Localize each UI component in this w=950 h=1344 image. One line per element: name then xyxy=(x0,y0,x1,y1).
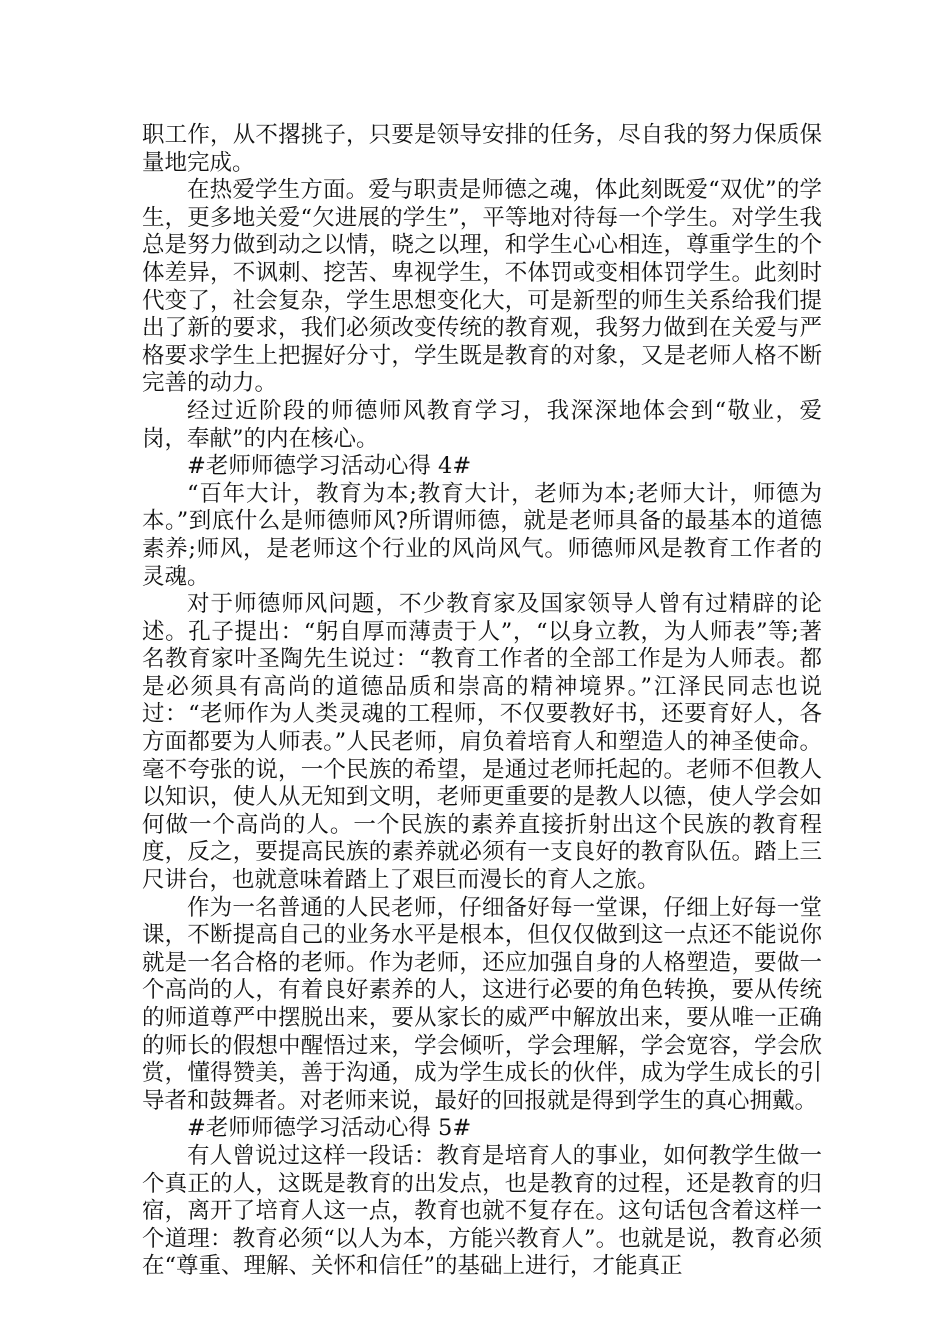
paragraph-ordinary-teacher: 作为一名普通的人民老师，仔细备好每一堂课，仔细上好每一堂课，不断提高自己的业务水平是根本，但仅仅做到这一点还不能说你就是一名合格的老师。作为老师，还应加强自身的人格塑造，要做一个高尚的人，有着良好素养的人，这进行必要的角色转换，要从传统的师道尊严中摆脱出来，要从家长的威严中解放出来，要从唯一正确的师长的假想中醒悟过来，学会倾听，学会理解，学会宽容，学会欣赏，懂得赞美，善于沟通，成为学生成长的伙伴，成为学生成长的引导者和鼓舞者。对老师来说，最好的回报就是得到学生的真心拥戴。 xyxy=(142,894,822,1114)
paragraph-continuation: 职工作，从不撂挑子，只要是领导安排的任务，尽自我的努力保质保量地完成。 xyxy=(142,122,822,176)
paragraph-educators-views: 对于师德师风问题，不少教育家及国家领导人曾有过精辟的论述。孔子提出：“躬自厚而薄责于人”，“以身立教，为人师表”等;著名教育家叶圣陶先生说过：“教育工作者的全部工作是为人师表。都是必须具有高尚的道德品质和崇高的精神境界。”江泽民同志也说过：“老师作为人类灵魂的工程师，不仅要教好书，还要育好人，各方面都要为人师表。”人民老师，肩负着培育人和塑造人的神圣使命。毫不夸张的说，一个民族的希望，是通过老师托起的。老师不但教人以知识，使人从无知到文明，老师更重要的是教人以德，使人学会如何做一个高尚的人。一个民族的素养直接折射出这个民族的教育程度，反之，要提高民族的素养就必须有一支良好的教育队伍。踏上三尺讲台，也就意味着踏上了艰巨而漫长的育人之旅。 xyxy=(142,591,822,894)
paragraph-study-summary: 经过近阶段的师德师风教育学习，我深深地体会到“敬业，爱岗，奉献”的内在核心。 xyxy=(142,397,822,452)
paragraph-education-purpose: 有人曾说过这样一段话：教育是培育人的事业，如何教学生做一个真正的人，这既是教育的出发点，也是教育的过程，还是教育的归宿，离开了培育人这一点，教育也就不复存在。这句话包含着这样一个道理：教育必须“以人为本，方能兴教育人”。也就是说，教育必须在“尊重、理解、关怀和信任”的基础上进行，才能真正 xyxy=(142,1142,822,1280)
section-heading-5: #老师师德学习活动心得 5# xyxy=(187,1115,472,1142)
paragraph-century-plan: “百年大计，教育为本;教育大计，老师为本;老师大计，师德为本。”到底什么是师德师风?所谓师德，就是老师具备的最基本的道德素养;师风，是老师这个行业的风尚风气。师德师风是教育工作者的灵魂。 xyxy=(142,480,822,590)
paragraph-loving-students: 在热爱学生方面。爱与职责是师德之魂，体此刻既爱“双优”的学生，更多地关爱“欠进展的学生”，平等地对待每一个学生。对学生我总是努力做到动之以情，晓之以理，和学生心心相连，尊重学生的个体差异，不讽刺、挖苦、卑视学生，不体罚或变相体罚学生。此刻时代变了，社会复杂，学生思想变化大，可是新型的师生关系给我们提出了新的要求，我们必须改变传统的教育观，我努力做到在关爱与严格要求学生上把握好分寸，学生既是教育的对象，又是老师人格不断完善的动力。 xyxy=(142,177,822,397)
document-body xyxy=(142,122,822,1281)
section-heading-4: #老师师德学习活动心得 4# xyxy=(187,453,472,480)
